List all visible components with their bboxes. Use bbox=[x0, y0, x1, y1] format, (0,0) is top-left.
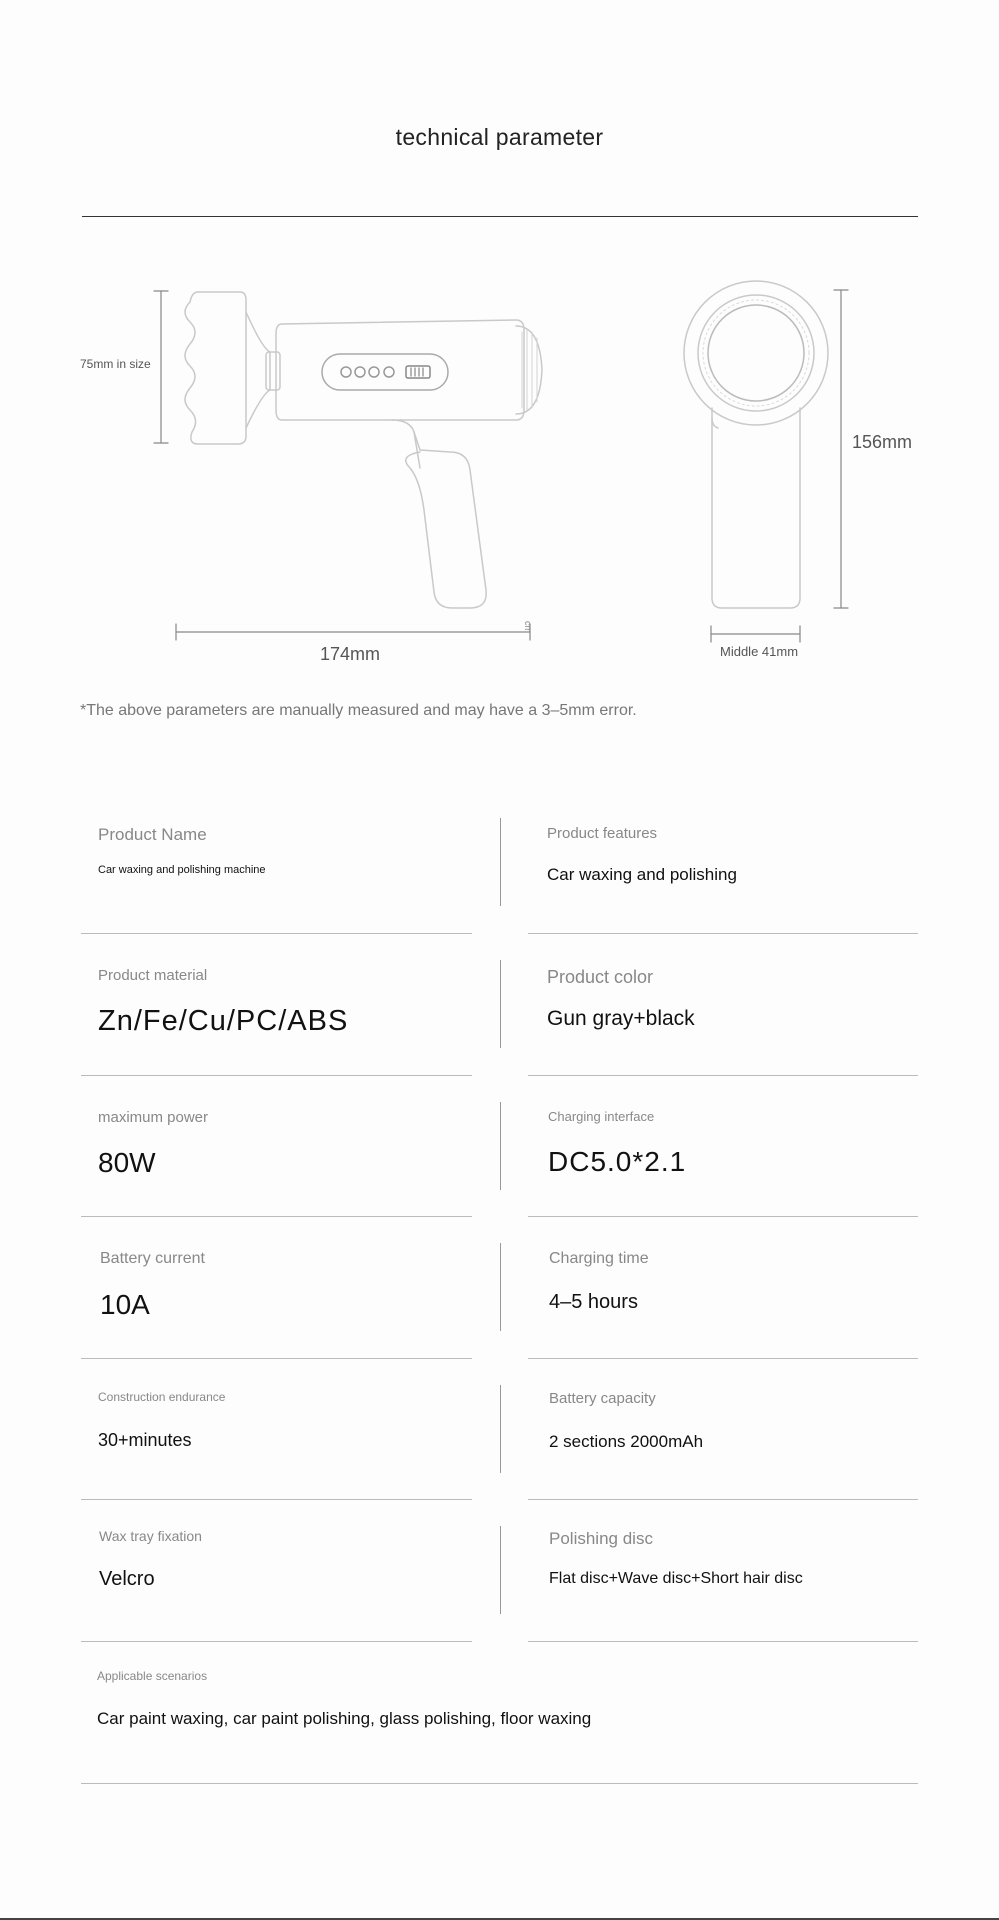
row-divider bbox=[81, 1783, 918, 1784]
spec-label: Construction endurance bbox=[98, 1390, 226, 1404]
spec-label: Applicable scenarios bbox=[97, 1669, 208, 1683]
row-divider bbox=[81, 1358, 472, 1359]
spec-value: Car waxing and polishing machine bbox=[98, 864, 266, 876]
row-divider bbox=[81, 933, 472, 934]
spec-label: Battery current bbox=[100, 1250, 205, 1267]
spec-label: Battery capacity bbox=[549, 1390, 656, 1407]
product-dimension-drawing bbox=[0, 260, 999, 680]
side-height-dimension-label: 156mm bbox=[852, 432, 913, 452]
column-divider bbox=[500, 1385, 501, 1473]
row-divider bbox=[81, 1216, 472, 1217]
column-divider bbox=[500, 1102, 501, 1190]
spec-label: Charging time bbox=[549, 1250, 649, 1267]
spec-label: Product color bbox=[547, 967, 654, 987]
row-divider bbox=[528, 1075, 918, 1076]
column-divider bbox=[500, 818, 501, 906]
measurement-note: *The above parameters are manually measured and may have a 3–5mm error. bbox=[80, 702, 637, 719]
side-width-dimension-line bbox=[711, 626, 800, 642]
machine-handle bbox=[392, 420, 486, 608]
spec-label: Polishing disc bbox=[549, 1529, 653, 1548]
length-dimension-line bbox=[176, 624, 530, 640]
unit-mark: cm bbox=[523, 621, 533, 633]
spec-value: 2 sections 2000mAh bbox=[549, 1432, 704, 1451]
height-dimension-label: 75mm in size bbox=[80, 357, 151, 371]
length-dimension-label: 174mm bbox=[320, 644, 381, 664]
spec-label: Wax tray fixation bbox=[99, 1528, 202, 1544]
row-divider bbox=[528, 933, 918, 934]
row-divider bbox=[528, 1641, 918, 1642]
motor-cap bbox=[516, 326, 542, 414]
row-divider bbox=[528, 1499, 918, 1500]
spec-value: 30+minutes bbox=[98, 1430, 192, 1450]
spec-label: Product material bbox=[98, 967, 208, 984]
spec-value: Car paint waxing, car paint polishing, glass polishing, floor waxing bbox=[97, 1709, 592, 1728]
spec-label: maximum power bbox=[98, 1109, 209, 1126]
spec-label: Product Name bbox=[98, 825, 207, 844]
machine-body bbox=[276, 320, 524, 420]
spec-label: Charging interface bbox=[548, 1109, 655, 1124]
column-divider bbox=[500, 1526, 501, 1614]
spec-value: Gun gray+black bbox=[547, 1007, 695, 1030]
side-view bbox=[684, 281, 828, 608]
spec-value: 4–5 hours bbox=[549, 1291, 638, 1313]
row-divider bbox=[81, 1641, 472, 1642]
row-divider bbox=[528, 1216, 918, 1217]
spec-value: 10A bbox=[100, 1289, 150, 1320]
row-divider bbox=[81, 1075, 472, 1076]
spec-value: Flat disc+Wave disc+Short hair disc bbox=[549, 1570, 803, 1587]
side-height-dimension-line bbox=[834, 290, 848, 608]
column-divider bbox=[500, 960, 501, 1048]
polishing-pad bbox=[185, 292, 246, 444]
height-dimension-line bbox=[154, 291, 168, 443]
page-title: technical parameter bbox=[395, 124, 604, 150]
column-divider bbox=[500, 1243, 501, 1331]
spec-value: Car waxing and polishing bbox=[547, 865, 737, 884]
spec-value: 80W bbox=[98, 1147, 156, 1178]
row-divider bbox=[528, 1358, 918, 1359]
spec-value: Zn/Fe/Cu/PC/ABS bbox=[98, 1005, 349, 1037]
spec-label: Product features bbox=[547, 825, 658, 842]
side-width-dimension-label: Middle 41mm bbox=[720, 644, 799, 659]
title-divider bbox=[82, 216, 918, 217]
row-divider bbox=[81, 1499, 472, 1500]
spec-value: Velcro bbox=[99, 1568, 155, 1590]
spec-value: DC5.0*2.1 bbox=[548, 1146, 687, 1177]
